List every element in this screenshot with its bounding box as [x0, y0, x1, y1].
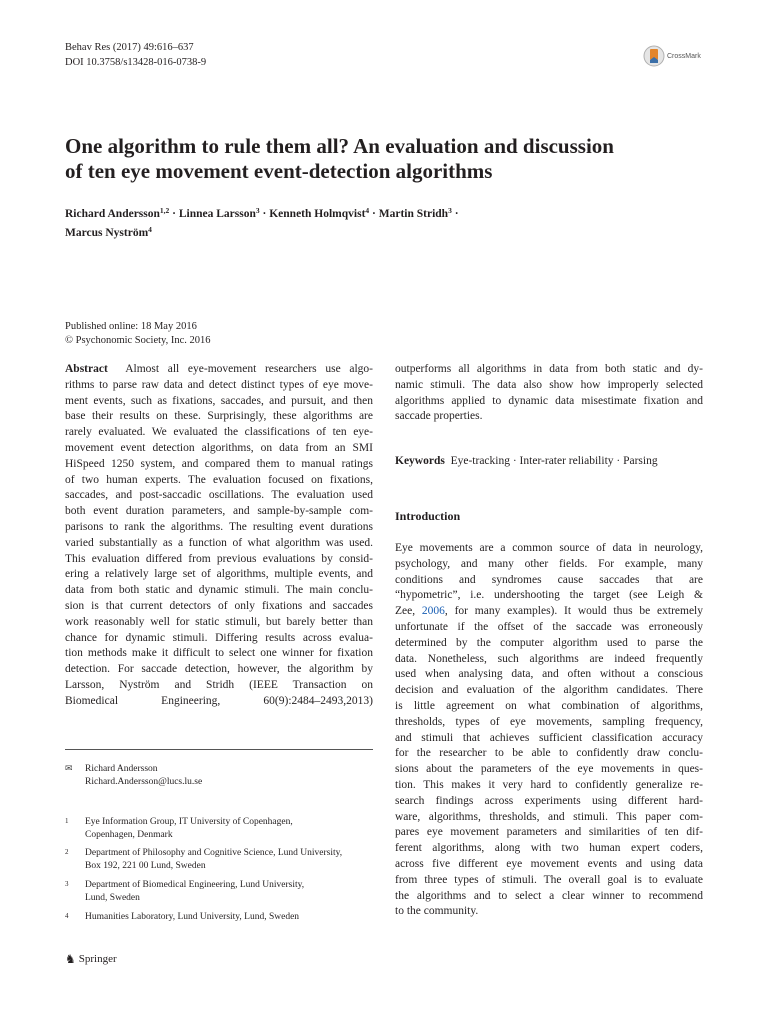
intro-line: sions about the parameters of the eye movements in ques-: [395, 763, 703, 776]
abstract-line: Larsson, Nyström and Stridh (IEEE Transaction on: [65, 678, 373, 691]
intro-line: from three types of stimuli. The overall goal is to evaluate: [395, 873, 703, 886]
author-affiliation-sup: 4: [148, 225, 152, 234]
intro-line: ferent algorithms, along with two human expert coders,: [395, 842, 703, 855]
affiliation: 2 Department of Philosophy and Cognitive Science, Lund University, Box 192, 221 00 Lund, Sweden: [65, 848, 343, 871]
published-date: Published online: 18 May 2016: [65, 321, 197, 332]
footnote-divider: [65, 749, 373, 750]
intro-line: pares eye movement parameters and similarities of ten dif-: [395, 826, 703, 839]
author-name[interactable]: Richard Andersson: [65, 208, 160, 220]
crossmark-badge[interactable]: [643, 44, 723, 68]
intro-line: across five different eye movement events and using data: [395, 857, 703, 870]
author-affiliation-sup: 3: [448, 206, 452, 215]
intro-line: tion. This makes it very hard to confidently generalize re-: [395, 778, 703, 791]
author-name[interactable]: Linnea Larsson: [178, 208, 256, 220]
abstract-line: ment events, such as fixations, saccades, and pursuit, and then: [65, 394, 373, 407]
intro-line: used when analysing data, and often without a conscious: [395, 668, 703, 681]
abstract-line: namic stimuli. The data also show how improperly selected: [395, 378, 703, 391]
copyright: © Psychonomic Society, Inc. 2016: [65, 335, 211, 346]
author-separator: ·: [454, 208, 459, 220]
article-title: [65, 134, 715, 184]
keywords: [395, 453, 658, 469]
intro-line: is little agreement on what combination of algorithms,: [395, 699, 703, 712]
author-name[interactable]: Martin Stridh: [378, 208, 449, 220]
intro-line: Zee, 2006, for many examples). It would thus be extremely: [395, 605, 703, 618]
intro-line: the algorithms and to select a clear winner to recommend: [395, 889, 703, 902]
affiliation-number: 1: [65, 817, 69, 825]
title-line: One algorithm to rule them all? An evaluation and discussion: [65, 134, 614, 158]
publication-info: [65, 320, 211, 348]
correspondent-email[interactable]: Richard.Andersson@lucs.lu.se: [85, 777, 203, 787]
intro-line: Eye movements are a common source of data in neurology,: [395, 542, 703, 554]
affiliation: 4 Humanities Laboratory, Lund University, Lund, Sweden: [65, 912, 300, 922]
abstract-line: detection. For saccade detection, however, the algorithm by: [65, 663, 373, 676]
abstract-continued: [395, 362, 703, 425]
author-name[interactable]: Marcus Nyström: [65, 227, 149, 239]
abstract-line: saccades, and post-saccadic oscillations. The evaluation used: [65, 489, 373, 502]
abstract-line: varied substantially as a function of what algorithm was used.: [65, 536, 373, 549]
crossmark-label: CrossMark: [667, 52, 701, 60]
abstract-line: data from both static and dynamic stimuli. The main conclu-: [65, 584, 373, 597]
envelope-icon: ✉: [65, 764, 73, 774]
abstract-line: rithms to parse raw data and detect distinct types of eye move-: [65, 378, 373, 391]
correspondence: [65, 763, 202, 789]
affiliation-number: 4: [65, 912, 69, 920]
publisher-logo: [65, 952, 117, 966]
affiliation-number: 3: [65, 880, 69, 888]
intro-line: decision and evaluation of the algorithm candidates. There: [395, 684, 703, 697]
abstract-line: HiSpeed 1250 system, and compared them to manual ratings: [65, 457, 373, 470]
abstract-line: base their results on these. Surprisingly, these algorithms are: [65, 410, 373, 423]
abstract-label: Abstract: [65, 363, 108, 375]
intro-line: for the researcher to be able to confidently draw conclu-: [395, 747, 703, 760]
citation-link[interactable]: 2006: [421, 605, 445, 618]
author-affiliation-sup: 1,2: [159, 206, 170, 215]
abstract-line: outperforms all algorithms in data from both static and dy-: [395, 363, 703, 375]
title-line: of ten eye movement event-detection algorithms: [65, 159, 493, 183]
crossmark-icon: [643, 45, 665, 67]
abstract-line: saccade properties.: [395, 410, 483, 423]
author-separator: ·: [172, 208, 176, 220]
author-name[interactable]: Kenneth Holmqvist: [269, 208, 366, 220]
affiliation: 3 Department of Biomedical Engineering, Lund University, Lund, Sweden: [65, 880, 305, 903]
intro-line: psychology, and many other fields. For example, many: [395, 557, 703, 570]
intro-line: unfortunate if the offset of the saccade was erroneously: [395, 620, 703, 633]
intro-line: search findings across experiments using different hard-: [395, 794, 703, 807]
keywords-text: Eye-tracking · Inter-rater reliability · Parsing: [450, 455, 658, 467]
publisher-name: Springer: [78, 953, 117, 965]
abstract-line: ering a relatively large set of algorithms, multiple events, and: [65, 568, 373, 581]
intro-line: “hypometric”, i.e. undershooting the target (see Leigh &: [395, 589, 703, 602]
abstract-line: This evaluation differed from previous evaluations by consid-: [65, 552, 373, 565]
author-affiliation-sup: 3: [255, 206, 260, 215]
introduction-body: [395, 541, 703, 920]
abstract-line: movement event detection algorithms, on data from an SMI: [65, 441, 373, 454]
correspondent-name: Richard Andersson: [85, 764, 158, 774]
keywords-label: Keywords: [395, 455, 445, 467]
intro-line: to the community.: [395, 905, 479, 918]
affiliation: 1 Eye Information Group, IT University of Copenhagen, Copenhagen, Denmark: [65, 817, 293, 840]
author-line: [65, 203, 705, 222]
journal-citation: Behav Res (2017) 49:616–637: [65, 42, 194, 53]
abstract-line: parisons to rank the algorithms. The resulting event durations: [65, 520, 373, 533]
doi[interactable]: DOI 10.3758/s13428-016-0738-9: [65, 57, 207, 68]
abstract-line: Biomedical Engineering, 60(9):2484–2493,2013): [65, 694, 373, 707]
abstract-line: both event duration parameters, and sample-by-sample com-: [65, 505, 373, 518]
abstract-line: Abstract Almost all eye-movement researchers use algo-: [65, 363, 373, 375]
intro-line: data. Nonetheless, such algorithms are indeed frequently: [395, 652, 703, 665]
abstract-line: of two human experts. The evaluation focused on fixations,: [65, 473, 373, 486]
author-separator: ·: [262, 208, 267, 220]
intro-line: determined by the computer algorithm used to parse the: [395, 636, 703, 649]
abstract: [65, 362, 373, 710]
abstract-line: sion is that current detectors of only fixations and saccades: [65, 599, 373, 612]
introduction-heading: Introduction: [395, 509, 461, 523]
intro-line: and stimuli that achieves sufficient classification accuracy: [395, 731, 703, 744]
affiliation-number: 2: [65, 848, 69, 856]
intro-line: ware, algorithms, thresholds, and stimuli. This paper com-: [395, 810, 703, 823]
author-line: [65, 222, 705, 241]
abstract-line: work reasonably well for static stimuli, but barely better than: [65, 615, 373, 628]
abstract-line: rarely evaluated. We evaluated the classifications of ten eye-: [65, 426, 373, 439]
abstract-line: tion methods make it difficult to select one winner for fixation: [65, 647, 373, 660]
springer-horse-icon: ♞: [65, 952, 76, 966]
intro-line: thresholds, types of eye movements, sampling frequency,: [395, 715, 703, 728]
author-affiliation-sup: 4: [365, 206, 370, 215]
author-list: [65, 203, 705, 241]
intro-line: conditions and syndromes cause saccades that are: [395, 573, 703, 586]
abstract-line: chance for dynamic stimuli. Differing results across evalua-: [65, 631, 373, 644]
author-separator: ·: [372, 208, 376, 220]
abstract-line: algorithms applied to dynamic data misestimate fixation and: [395, 394, 703, 407]
